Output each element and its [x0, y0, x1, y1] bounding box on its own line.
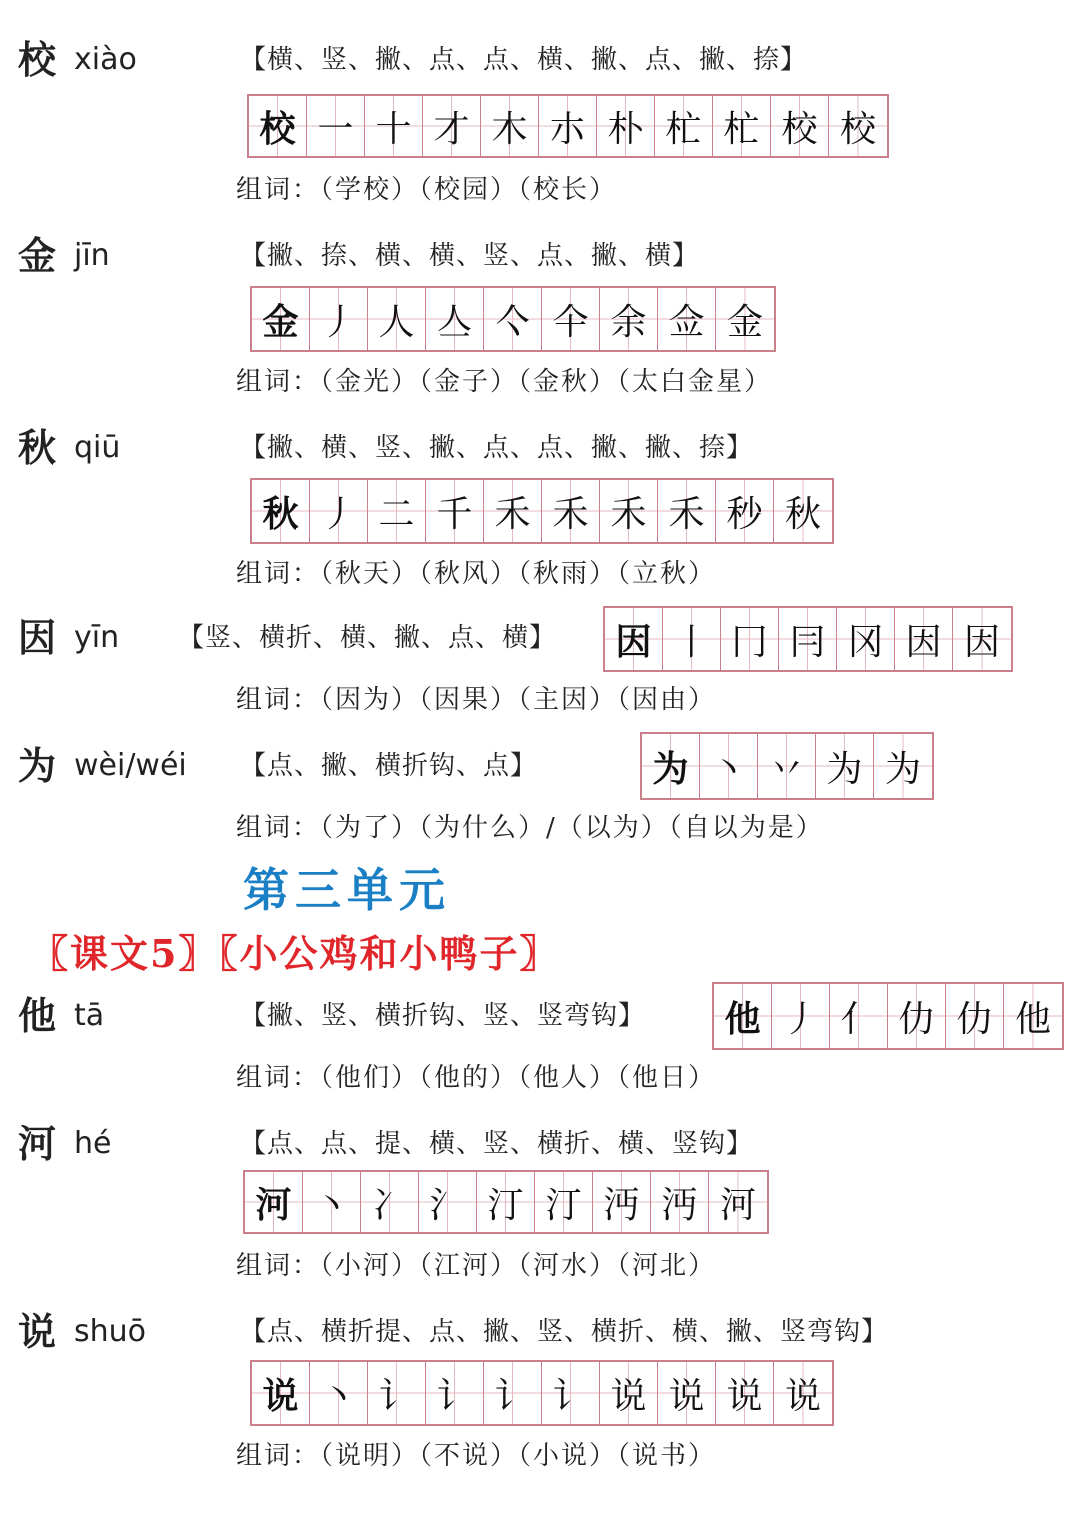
word-examples: 组词：（说明）（不说）（小说）（说书） — [236, 1441, 717, 1471]
stroke-step: 余 — [600, 288, 658, 350]
entry-yin — [0, 616, 1080, 726]
stroke-order: 【撇、横、竖、撇、点、点、撇、撇、捺】 — [240, 433, 754, 463]
stroke-step: 人 — [368, 288, 426, 350]
stroke-step: 丨 — [663, 608, 721, 670]
stroke-grid — [247, 94, 889, 158]
entry-xiao — [0, 37, 1080, 205]
stroke-step: 丷 — [758, 734, 816, 798]
stroke-step: 他 — [1004, 984, 1062, 1048]
entry-character: 为 — [18, 743, 57, 788]
stroke-order: 【点、横折提、点、撇、竖、横折、横、撇、竖弯钩】 — [240, 1317, 889, 1347]
stroke-step: 二 — [368, 480, 426, 542]
stroke-step: 讠 — [426, 1362, 484, 1424]
stroke-step: 丶 — [700, 734, 758, 798]
stroke-grid — [640, 732, 934, 800]
stroke-step: 冃 — [779, 608, 837, 670]
word-examples: 组词：（小河）（江河）（河水）（河北） — [236, 1251, 717, 1281]
entry-character: 校 — [18, 37, 57, 82]
stroke-step: 冫 — [361, 1172, 419, 1232]
word-examples: 组词：（因为）（因果）（主因）（因由） — [236, 685, 717, 715]
stroke-step: 木 — [481, 96, 539, 156]
stroke-step: 说 — [716, 1362, 774, 1424]
stroke-grid — [243, 1170, 769, 1234]
stroke-step: 丶 — [303, 1172, 361, 1232]
stroke-step: 因 — [895, 608, 953, 670]
stroke-step: 沔 — [651, 1172, 709, 1232]
stroke-step: 校 — [249, 96, 307, 156]
stroke-step: 佥 — [658, 288, 716, 350]
entry-pinyin: yīn — [74, 620, 120, 655]
stroke-order: 【点、点、提、横、竖、横折、横、竖钩】 — [240, 1129, 754, 1159]
entry-character: 因 — [18, 615, 57, 660]
entry-pinyin: tā — [74, 998, 105, 1033]
stroke-step: 丶 — [310, 1362, 368, 1424]
stroke-order: 【撇、捺、横、横、竖、点、撇、横】 — [240, 241, 700, 271]
stroke-step: 金 — [716, 288, 774, 350]
entry-character: 河 — [18, 1121, 57, 1166]
entry-shuo — [0, 1310, 1080, 1480]
stroke-step: 丿 — [310, 288, 368, 350]
word-examples: 组词：（秋天）（秋风）（秋雨）（立秋） — [236, 559, 717, 589]
entry-character: 金 — [18, 233, 57, 278]
entry-pinyin: shuō — [74, 1314, 147, 1349]
stroke-step: 沔 — [593, 1172, 651, 1232]
stroke-step: 十 — [365, 96, 423, 156]
stroke-step: 禾 — [658, 480, 716, 542]
stroke-grid — [712, 982, 1064, 1050]
stroke-step: 因 — [953, 608, 1011, 670]
stroke-order: 【撇、竖、横折钩、竖、竖弯钩】 — [240, 1001, 646, 1031]
stroke-step: 朩 — [539, 96, 597, 156]
entry-character: 他 — [18, 993, 57, 1038]
stroke-step: 河 — [709, 1172, 767, 1232]
entry-character: 秋 — [18, 425, 57, 470]
stroke-step: 丿 — [310, 480, 368, 542]
stroke-step: 亽 — [484, 288, 542, 350]
stroke-step: 说 — [774, 1362, 832, 1424]
stroke-step: 金 — [252, 288, 310, 350]
stroke-step: 禾 — [542, 480, 600, 542]
unit-title: 第三单元 — [243, 863, 451, 917]
stroke-step: 禾 — [484, 480, 542, 542]
stroke-step: 仂 — [888, 984, 946, 1048]
entry-character: 说 — [18, 1309, 57, 1354]
stroke-step: 为 — [642, 734, 700, 798]
stroke-step: 校 — [771, 96, 829, 156]
stroke-step: 汀 — [477, 1172, 535, 1232]
stroke-step: 才 — [423, 96, 481, 156]
entry-jin — [0, 233, 1080, 397]
entry-wei — [0, 744, 1080, 854]
stroke-step: 亼 — [426, 288, 484, 350]
stroke-step: 氵 — [419, 1172, 477, 1232]
entry-he — [0, 1122, 1080, 1282]
word-examples: 组词：（学校）（校园）（校长） — [236, 175, 618, 205]
word-examples: 组词：（为了）（为什么）/（以为）（自以为是） — [236, 813, 824, 843]
word-examples: 组词：（金光）（金子）（金秋）（太白金星） — [236, 367, 773, 397]
stroke-step: 讠 — [542, 1362, 600, 1424]
stroke-grid — [250, 1360, 834, 1426]
stroke-step: 讠 — [368, 1362, 426, 1424]
stroke-step: 汀 — [535, 1172, 593, 1232]
stroke-step: 杧 — [713, 96, 771, 156]
entry-qiu — [0, 425, 1080, 589]
stroke-step: 秋 — [252, 480, 310, 542]
stroke-step: 仂 — [946, 984, 1004, 1048]
stroke-step: 说 — [600, 1362, 658, 1424]
stroke-step: 秋 — [774, 480, 832, 542]
stroke-step: 朴 — [597, 96, 655, 156]
entry-pinyin: jīn — [74, 238, 110, 273]
stroke-step: 说 — [252, 1362, 310, 1424]
stroke-step: 千 — [426, 480, 484, 542]
stroke-step: 因 — [605, 608, 663, 670]
stroke-step: 为 — [874, 734, 932, 798]
stroke-grid — [250, 478, 834, 544]
stroke-step: 讠 — [484, 1362, 542, 1424]
stroke-grid — [603, 606, 1013, 672]
entry-pinyin: xiào — [74, 42, 137, 77]
stroke-order: 【横、竖、撇、点、点、横、撇、点、撇、捺】 — [240, 45, 808, 75]
stroke-step: 说 — [658, 1362, 716, 1424]
stroke-order: 【点、撇、横折钩、点】 — [240, 751, 538, 781]
word-examples: 组词：（他们）（他的）（他人）（他日） — [236, 1063, 717, 1093]
stroke-step: 丿 — [772, 984, 830, 1048]
entry-pinyin: wèi/wéi — [74, 748, 187, 783]
entry-pinyin: hé — [74, 1126, 112, 1161]
stroke-step: 他 — [714, 984, 772, 1048]
stroke-step: 亻 — [830, 984, 888, 1048]
lesson-title: 〖课文5〗〖小公鸡和小鸭子〗 — [30, 931, 560, 976]
stroke-step: 禾 — [600, 480, 658, 542]
stroke-step: 为 — [816, 734, 874, 798]
stroke-order: 【竖、横折、横、撇、点、横】 — [178, 623, 557, 653]
stroke-step: 冈 — [837, 608, 895, 670]
stroke-step: 河 — [245, 1172, 303, 1232]
entry-pinyin: qiū — [74, 430, 121, 465]
entry-ta — [0, 994, 1080, 1104]
stroke-step: 杧 — [655, 96, 713, 156]
stroke-step: 校 — [829, 96, 887, 156]
stroke-grid — [250, 286, 776, 352]
stroke-step: 冂 — [721, 608, 779, 670]
stroke-step: 一 — [307, 96, 365, 156]
stroke-step: 秒 — [716, 480, 774, 542]
stroke-step: 仐 — [542, 288, 600, 350]
